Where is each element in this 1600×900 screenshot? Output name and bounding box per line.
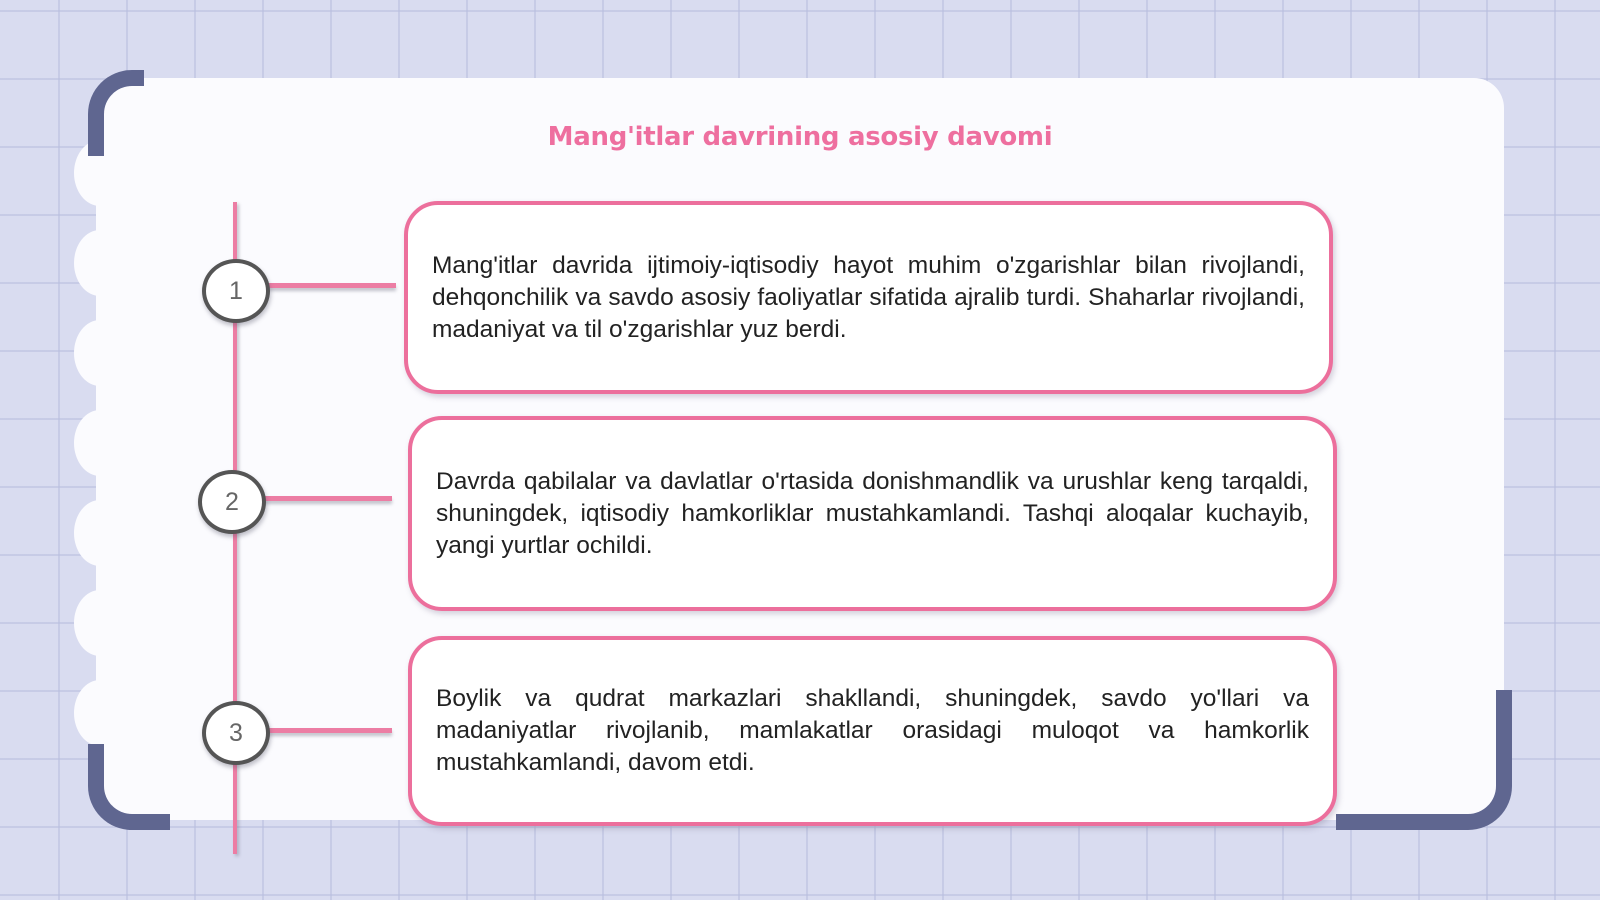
timeline-marker-number: 1 (229, 276, 243, 305)
corner-bracket-bottom-right (1336, 690, 1512, 830)
card-edge-scallop (74, 680, 126, 746)
timeline-connector-1 (266, 283, 396, 288)
corner-bracket-top-left (88, 70, 144, 156)
timeline-marker-3 (202, 701, 270, 765)
card-edge-scallop (74, 230, 126, 296)
card-edge-scallop (74, 590, 126, 656)
timeline-item-box-1 (404, 201, 1333, 394)
timeline-marker-number: 2 (225, 487, 239, 516)
timeline-item-text: Boylik va qudrat markazlari shakllandi, shuningdek, savdo yo'llari va madaniyatlar rivojlanib, mamlakatlar orasidagi muloqot va hamkorlik mustahkamlandi, davom etdi. (436, 685, 1309, 776)
timeline-marker-2 (198, 470, 266, 534)
timeline-item-text: Davrda qabilalar va davlatlar o'rtasida donishmandlik va urushlar keng tarqaldi, shuningdek, iqtisodiy hamkorliklar mustahkamlandi. Tashqi aloqalar kuchayib, yangi yurtlar ochildi. (436, 467, 1309, 559)
timeline-item-box-2 (408, 416, 1337, 611)
timeline-connector-3 (266, 728, 392, 733)
card-edge-scallop (74, 410, 126, 476)
corner-bracket-bottom-left (88, 744, 170, 830)
timeline-marker-number: 3 (229, 718, 243, 747)
timeline-marker-1 (202, 259, 270, 323)
card-edge-scallop (74, 320, 126, 386)
timeline-item-box-3 (408, 636, 1337, 826)
slide-title: Mang'itlar davrining asosiy davomi (547, 122, 1053, 152)
card-edge-scallop (74, 500, 126, 566)
timeline-connector-2 (262, 496, 392, 501)
timeline-item-text: Mang'itlar davrida ijtimoiy-iqtisodiy hayot muhim o'zgarishlar bilan rivojlandi, dehqonchilik va savdo asosiy faoliyatlar sifatida ajralib turdi. Shaharlar rivojlandi, madaniyat va til o'zgarishlar yuz berdi. (432, 251, 1305, 343)
